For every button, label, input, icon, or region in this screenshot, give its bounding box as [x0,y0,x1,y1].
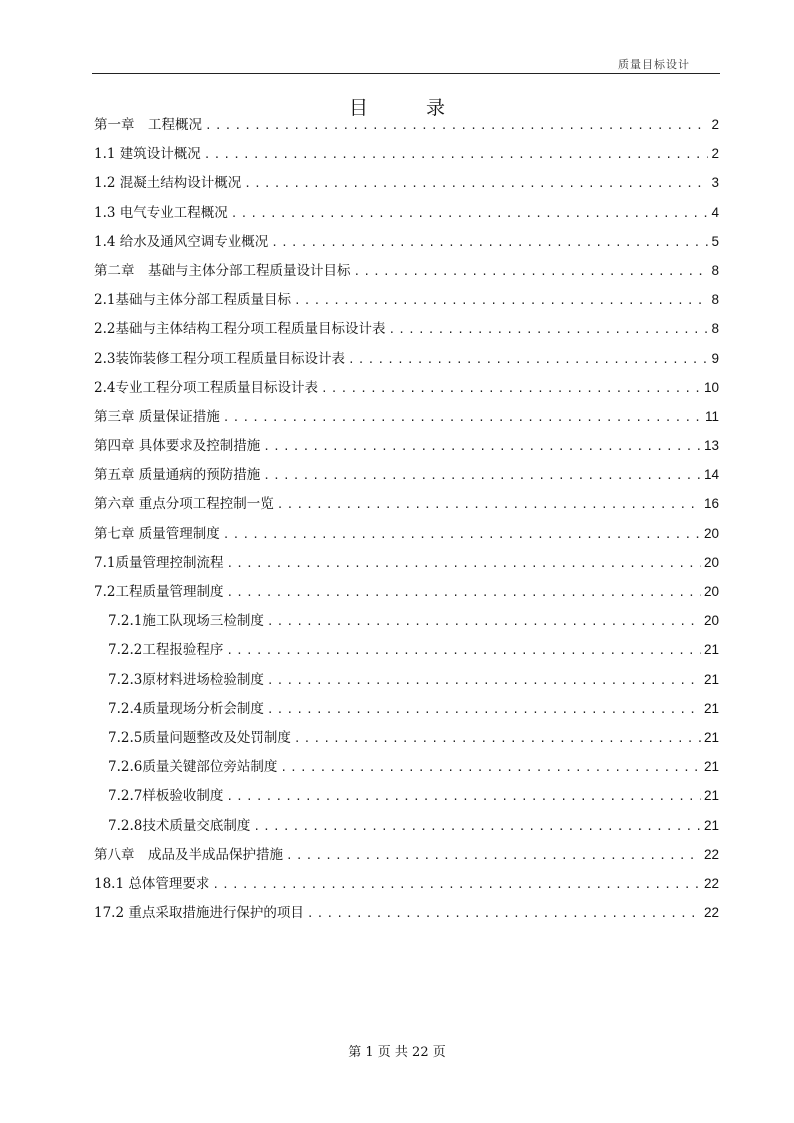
toc-entry-label: 18.1 总体管理要求 [94,875,210,892]
toc-entry-label: 1.3 电气专业工程概况 [94,204,228,221]
toc-dot-leader [388,315,708,343]
toc-entry-page-number: 22 [703,875,719,891]
toc-entry-page-number: 20 [703,613,719,629]
toc-entry-label: 7.2.6质量关键部位旁站制度 [108,759,278,776]
toc-dot-leader [280,753,701,781]
toc-dot-leader [267,695,701,723]
toc-title: 目 录 [348,96,472,119]
toc-entry-label: 2.3装饰装修工程分项工程质量目标设计表 [94,350,345,367]
toc-entry-page-number: 22 [703,846,719,862]
toc-entry[interactable] [94,285,719,314]
toc-entry[interactable] [94,256,719,285]
toc-dot-leader [212,870,701,898]
toc-entry[interactable] [94,548,719,577]
toc-entry-page-number: 10 [703,379,719,395]
page-number-text: 第 1 页 共 22 页 [348,1045,446,1060]
toc-entry[interactable] [94,139,719,168]
toc-entry[interactable] [94,606,719,635]
toc-entry-label: 7.1质量管理控制流程 [94,554,224,571]
toc-dot-leader [253,812,701,840]
toc-entry-label: 2.1基础与主体分部工程质量目标 [94,292,291,309]
toc-dot-leader [223,403,702,431]
toc-entry-page-number: 22 [703,905,719,921]
toc-entry-label: 7.2.4质量现场分析会制度 [108,700,264,717]
toc-entry-label: 第二章 基础与主体分部工程质量设计目标 [94,262,351,279]
toc-entry-page-number: 5 [711,233,719,249]
toc-entry-label: 7.2.7样板验收制度 [108,788,224,805]
toc-dot-leader [267,607,701,635]
toc-entry-page-number: 21 [703,788,719,804]
toc-dot-leader [231,199,709,227]
toc-entry-label: 7.2工程质量管理制度 [94,584,224,600]
toc-dot-leader [354,257,709,285]
toc-entry-label: 17.2 重点采取措施进行保护的项目 [94,905,304,922]
toc-entry[interactable] [94,694,719,723]
toc-entry-page-number: 20 [703,554,719,570]
toc-dot-leader [277,490,701,518]
toc-dot-leader [204,140,709,168]
table-of-contents [94,110,719,927]
toc-entry-page-number: 4 [711,204,719,220]
toc-entry[interactable] [94,635,719,664]
toc-dot-leader [294,724,701,752]
toc-entry[interactable] [94,431,719,460]
toc-entry[interactable] [94,198,719,227]
toc-entry-label: 第七章 质量管理制度 [94,525,220,542]
toc-entry-page-number: 2 [711,117,719,132]
toc-entry-page-number: 14 [703,467,719,483]
toc-entry-page-number: 11 [704,408,719,424]
toc-entry[interactable] [94,577,719,606]
toc-entry-page-number: 16 [703,496,719,512]
toc-entry-page-number: 21 [703,700,719,716]
toc-entry[interactable] [94,460,719,489]
toc-entry[interactable] [94,489,719,518]
toc-entry-label: 7.2.8技术质量交底制度 [108,817,251,834]
page-footer [0,1041,794,1060]
toc-entry-label: 第一章 工程概况 [94,117,202,133]
toc-entry[interactable] [94,402,719,431]
toc-entry[interactable] [94,519,719,548]
toc-entry[interactable] [94,752,719,781]
toc-entry-page-number: 20 [703,584,719,599]
toc-entry-page-number: 21 [703,729,719,745]
toc-entry[interactable] [94,314,719,343]
toc-entry[interactable] [94,811,719,840]
toc-dot-leader [348,345,709,373]
toc-entry-page-number: 20 [703,525,719,541]
toc-entry-page-number: 9 [711,350,719,366]
toc-entry-label: 第三章 质量保证措施 [94,408,220,425]
toc-entry-page-number: 8 [711,321,719,337]
toc-entry[interactable] [94,898,719,927]
toc-entry-page-number: 3 [711,175,719,191]
toc-dot-leader [226,636,701,664]
toc-entry-page-number: 8 [711,262,719,278]
toc-entry-page-number: 8 [711,292,719,308]
toc-dot-leader [226,782,701,810]
toc-entry[interactable] [94,373,719,402]
toc-entry-page-number: 21 [703,671,719,687]
toc-entry-page-number: 13 [703,438,719,454]
toc-entry-label: 第八章 成品及半成品保护措施 [94,846,283,863]
toc-entry-label: 第五章 质量通病的预防措施 [94,467,261,484]
toc-entry-label: 2.4专业工程分项工程质量目标设计表 [94,379,318,396]
toc-entry[interactable] [94,723,719,752]
toc-dot-leader [307,899,701,927]
toc-dot-leader [267,666,701,694]
toc-entry[interactable] [94,869,719,898]
toc-entry[interactable] [94,781,719,810]
toc-entry[interactable] [94,168,719,197]
toc-entry-label: 1.1 建筑设计概况 [94,146,201,163]
toc-entry-label: 第四章 具体要求及控制措施 [94,438,261,455]
toc-entry-label: 2.2基础与主体结构工程分项工程质量目标设计表 [94,321,386,338]
toc-dot-leader [263,432,701,460]
toc-entry[interactable] [94,665,719,694]
toc-dot-leader [205,111,708,139]
toc-entry-page-number: 21 [703,642,719,658]
toc-dot-leader [271,228,708,256]
toc-entry[interactable] [94,227,719,256]
toc-dot-leader [223,520,701,548]
toc-entry-label: 7.2.1施工队现场三检制度 [108,613,264,630]
toc-entry-page-number: 21 [703,817,719,833]
toc-dot-leader [263,461,701,489]
toc-dot-leader [321,374,701,402]
toc-dot-leader [294,286,709,314]
toc-entry-label: 1.2 混凝土结构设计概况 [94,175,242,192]
toc-entry-page-number: 2 [711,146,719,162]
toc-dot-leader [226,578,700,606]
toc-dot-leader [286,841,701,869]
toc-dot-leader [226,549,700,577]
toc-entry-label: 第六章 重点分项工程控制一览 [94,496,274,513]
toc-dot-leader [244,169,708,197]
toc-entry[interactable] [94,344,719,373]
toc-entry-label: 7.2.2工程报验程序 [108,642,224,659]
toc-entry[interactable] [94,840,719,869]
header-divider [92,73,720,74]
toc-entry-page-number: 21 [703,759,719,775]
toc-entry-label: 7.2.5质量问题整改及处罚制度 [108,729,291,746]
toc-entry-label: 7.2.3原材料进场检验制度 [108,671,264,688]
running-header: 质量目标设计 [618,58,690,71]
toc-entry[interactable] [94,110,719,139]
toc-entry-label: 1.4 给水及通风空调专业概况 [94,233,269,250]
